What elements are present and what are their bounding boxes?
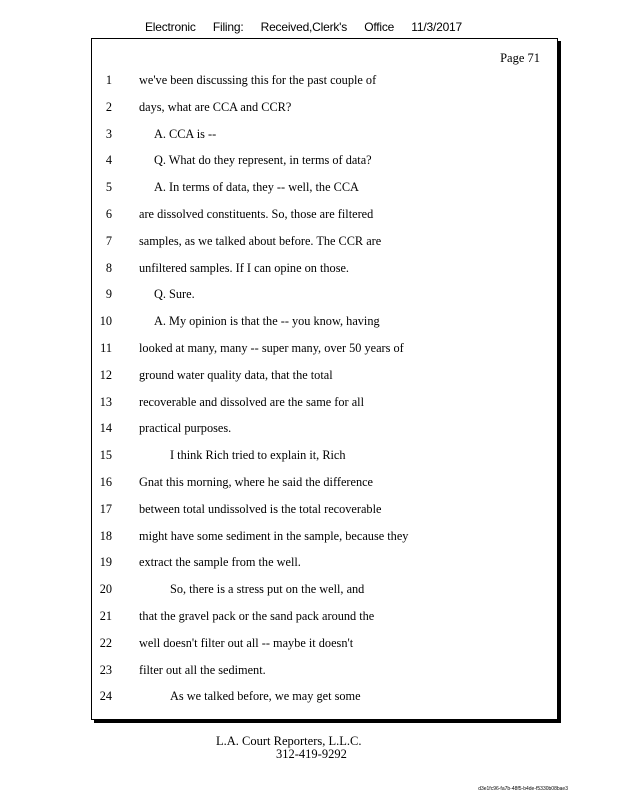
transcript-line (92, 474, 552, 490)
line-text: Q. What do they represent, in terms of data? (154, 153, 372, 168)
line-text: A. My opinion is that the -- you know, having (154, 314, 380, 329)
line-text: samples, as we talked about before. The CCR are (139, 233, 382, 248)
transcript-line (92, 394, 552, 410)
line-text: As we talked before, we may get some (170, 689, 361, 704)
line-number: 7 (105, 233, 112, 248)
line-number: 10 (99, 314, 112, 329)
line-text: are dissolved constituents. So, those are filtered (139, 207, 374, 221)
line-number: 12 (99, 367, 112, 382)
footer-phone: 312-419-9292 (276, 747, 347, 761)
line-text: we've been discussing this for the past couple of (139, 73, 377, 87)
stamp-word: Filing: (212, 20, 244, 34)
line-text: between total undissolved is the total recoverable (139, 501, 382, 516)
line-text: I think Rich tried to explain it, Rich (170, 448, 346, 463)
transcript-line (92, 313, 552, 329)
line-number: 21 (99, 609, 112, 623)
line-number: 3 (105, 126, 112, 141)
transcript-line (92, 206, 552, 222)
line-number: 14 (99, 421, 112, 436)
transcript-line (92, 72, 552, 88)
line-number: 11 (100, 341, 112, 355)
stamp-word: Office (364, 20, 395, 34)
line-text: A. In terms of data, they -- well, the CCA (154, 180, 359, 195)
line-text: filter out all the sediment. (139, 662, 266, 677)
line-text: looked at many, many -- super many, over 50 years of (139, 341, 404, 355)
transcript-line (92, 152, 552, 168)
transcript-line (92, 447, 552, 463)
line-number: 18 (99, 528, 112, 543)
footer-company: L.A. Court Reporters, L.L.C. (216, 734, 362, 748)
line-number: 23 (99, 662, 112, 677)
stamp-word: Electronic (145, 20, 196, 34)
line-text: practical purposes. (139, 421, 232, 436)
line-text: might have some sediment in the sample, because they (139, 528, 409, 543)
line-text: days, what are CCA and CCR? (139, 99, 292, 114)
line-number: 5 (105, 180, 112, 195)
transcript-line (92, 286, 552, 302)
line-text: Q. Sure. (154, 287, 195, 302)
line-text: that the gravel pack or the sand pack around the (139, 609, 375, 623)
filing-stamp (145, 20, 476, 34)
stamp-word: 11/3/2017 (411, 20, 462, 34)
line-text: extract the sample from the well. (139, 555, 301, 570)
transcript-line (92, 688, 552, 704)
transcript-line (92, 233, 552, 249)
transcript-line (92, 179, 552, 195)
line-number: 4 (105, 153, 112, 168)
page-number: Page 71 (500, 51, 540, 65)
stamp-word: Received,Clerk's (260, 20, 348, 34)
transcript-line (92, 608, 552, 624)
line-text: A. CCA is -- (154, 126, 217, 141)
line-number: 20 (99, 582, 112, 597)
line-text: unfiltered samples. If I can opine on those. (139, 260, 350, 275)
transcript-line (92, 662, 552, 678)
line-text: recoverable and dissolved are the same for all (139, 394, 365, 409)
line-number: 24 (99, 689, 112, 704)
line-text: ground water quality data, that the total (139, 367, 333, 382)
transcript-line (92, 420, 552, 436)
line-number: 9 (105, 287, 112, 302)
line-text: So, there is a stress put on the well, and (170, 582, 365, 597)
line-number: 6 (105, 207, 112, 221)
transcript-line (92, 635, 552, 651)
line-number: 8 (105, 260, 112, 275)
line-number: 22 (99, 635, 112, 650)
transcript-line (92, 340, 552, 356)
line-number: 16 (99, 475, 112, 489)
transcript-line (92, 260, 552, 276)
transcript-line (92, 367, 552, 383)
transcript-line (92, 99, 552, 115)
transcript-line (92, 581, 552, 597)
line-text: well doesn't filter out all -- maybe it doesn't (139, 635, 354, 650)
document-hash: d3e1fc96-fa7b-48f5-b4de-f5330b08bae3 (478, 786, 568, 792)
line-number: 19 (99, 555, 112, 570)
transcript-line (92, 528, 552, 544)
transcript-line (92, 501, 552, 517)
line-number: 17 (99, 501, 112, 516)
transcript-page (91, 38, 558, 720)
line-text: Gnat this morning, where he said the difference (139, 475, 374, 489)
line-number: 13 (99, 394, 112, 409)
line-number: 2 (105, 99, 112, 114)
transcript-line (92, 554, 552, 570)
line-number: 1 (105, 73, 112, 87)
transcript-line (92, 126, 552, 142)
line-number: 15 (99, 448, 112, 463)
